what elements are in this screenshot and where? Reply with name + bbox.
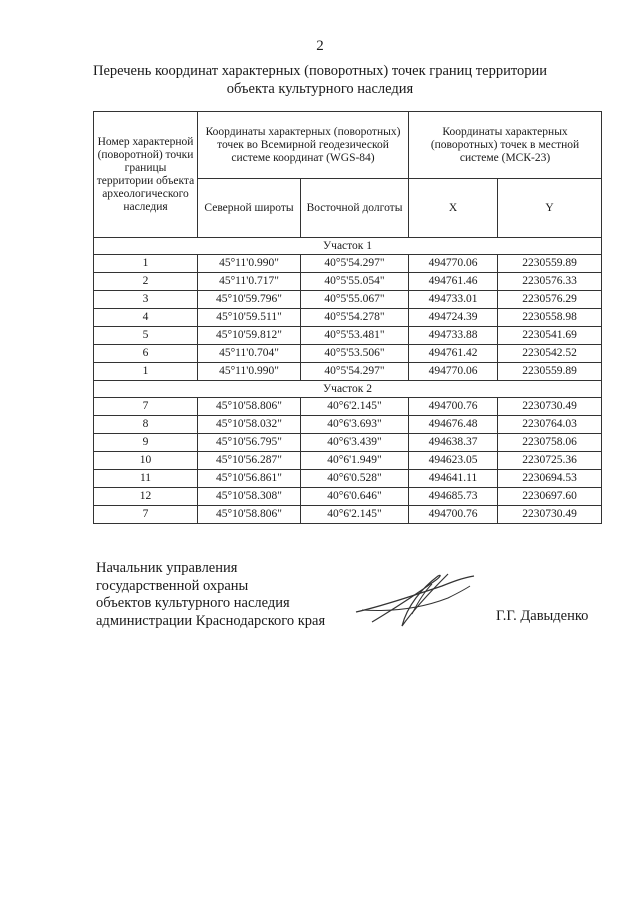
- cell-point-number: 10: [94, 452, 198, 470]
- cell-longitude: 40°6'1.949": [301, 452, 409, 470]
- coordinates-table: [93, 111, 602, 524]
- cell-y: 2230697.60: [498, 488, 602, 506]
- section-title-2: Участок 2: [94, 381, 602, 398]
- table-row: [94, 506, 602, 524]
- cell-x: 494733.01: [409, 291, 498, 309]
- cell-point-number: 4: [94, 309, 198, 327]
- table-row: [94, 452, 602, 470]
- cell-latitude: 45°10'58.308": [198, 488, 301, 506]
- table-row: [94, 309, 602, 327]
- cell-latitude: 45°10'56.795": [198, 434, 301, 452]
- cell-point-number: 3: [94, 291, 198, 309]
- cell-latitude: 45°11'0.990": [198, 255, 301, 273]
- table-row: [94, 416, 602, 434]
- cell-point-number: 1: [94, 363, 198, 381]
- cell-x: 494685.73: [409, 488, 498, 506]
- cell-latitude: 45°10'58.806": [198, 506, 301, 524]
- cell-point-number: 11: [94, 470, 198, 488]
- header-y: Y: [498, 179, 602, 238]
- header-msk23: Координаты характерных (поворотных) точек в местной системе (МСК-23): [409, 112, 602, 179]
- cell-point-number: 7: [94, 506, 198, 524]
- title-line-2: объекта культурного наследия: [226, 81, 414, 97]
- header-wgs84: Координаты характерных (поворотных) точек во Всемирной геодезической системе координат (WGS-84): [198, 112, 409, 179]
- cell-longitude: 40°5'54.278": [301, 309, 409, 327]
- cell-latitude: 45°10'56.861": [198, 470, 301, 488]
- cell-latitude: 45°10'58.806": [198, 398, 301, 416]
- cell-point-number: 2: [94, 273, 198, 291]
- cell-y: 2230730.49: [498, 506, 602, 524]
- document-title: [60, 62, 580, 98]
- cell-point-number: 12: [94, 488, 198, 506]
- cell-longitude: 40°6'3.693": [301, 416, 409, 434]
- cell-x: 494724.39: [409, 309, 498, 327]
- cell-y: 2230576.33: [498, 273, 602, 291]
- signer-position-line-2: государственной охраны: [96, 577, 249, 594]
- cell-longitude: 40°6'3.439": [301, 434, 409, 452]
- cell-longitude: 40°5'55.067": [301, 291, 409, 309]
- header-point-number: Номер характерной (поворотной) точки границы территории объекта археологического наследия: [94, 112, 198, 238]
- cell-latitude: 45°10'59.812": [198, 327, 301, 345]
- section-title-1: Участок 1: [94, 238, 602, 255]
- cell-point-number: 5: [94, 327, 198, 345]
- table-row: [94, 345, 602, 363]
- cell-longitude: 40°5'53.481": [301, 327, 409, 345]
- cell-latitude: 45°11'0.717": [198, 273, 301, 291]
- cell-y: 2230730.49: [498, 398, 602, 416]
- cell-x: 494700.76: [409, 506, 498, 524]
- cell-y: 2230764.03: [498, 416, 602, 434]
- cell-longitude: 40°6'0.528": [301, 470, 409, 488]
- cell-point-number: 8: [94, 416, 198, 434]
- cell-x: 494761.46: [409, 273, 498, 291]
- signer-name: Г.Г. Давыденко: [496, 608, 589, 624]
- signature-block: [96, 560, 325, 630]
- cell-x: 494733.88: [409, 327, 498, 345]
- table-row: [94, 398, 602, 416]
- cell-longitude: 40°6'2.145": [301, 398, 409, 416]
- cell-y: 2230694.53: [498, 470, 602, 488]
- cell-x: 494770.06: [409, 363, 498, 381]
- cell-latitude: 45°10'59.796": [198, 291, 301, 309]
- cell-longitude: 40°5'54.297": [301, 363, 409, 381]
- table-row: [94, 434, 602, 452]
- cell-longitude: 40°5'54.297": [301, 255, 409, 273]
- cell-x: 494700.76: [409, 398, 498, 416]
- cell-point-number: 9: [94, 434, 198, 452]
- signer-position-line-4: администрации Краснодарского края: [96, 612, 326, 629]
- signer-position-line-1: Начальник управления: [96, 560, 238, 576]
- header-x: X: [409, 179, 498, 238]
- cell-latitude: 45°11'0.704": [198, 345, 301, 363]
- table-row: [94, 273, 602, 291]
- cell-latitude: 45°10'59.511": [198, 309, 301, 327]
- cell-x: 494641.11: [409, 470, 498, 488]
- cell-latitude: 45°10'58.032": [198, 416, 301, 434]
- cell-longitude: 40°5'55.054": [301, 273, 409, 291]
- table-row: [94, 291, 602, 309]
- header-latitude: Северной широты: [198, 179, 301, 238]
- cell-x: 494761.42: [409, 345, 498, 363]
- signer-position-line-3: объектов культурного наследия: [96, 595, 290, 611]
- table-row: [94, 327, 602, 345]
- page-number: 2: [316, 38, 324, 54]
- table-row: [94, 255, 602, 273]
- table-row: [94, 488, 602, 506]
- cell-point-number: 6: [94, 345, 198, 363]
- cell-y: 2230576.29: [498, 291, 602, 309]
- cell-y: 2230559.89: [498, 255, 602, 273]
- table-row: [94, 363, 602, 381]
- title-line-1: Перечень координат характерных (поворотных) точек границ территории: [92, 63, 548, 79]
- cell-point-number: 1: [94, 255, 198, 273]
- cell-latitude: 45°10'56.287": [198, 452, 301, 470]
- cell-x: 494676.48: [409, 416, 498, 434]
- cell-x: 494770.06: [409, 255, 498, 273]
- handwritten-signature: [352, 566, 482, 636]
- cell-x: 494623.05: [409, 452, 498, 470]
- cell-point-number: 7: [94, 398, 198, 416]
- cell-y: 2230758.06: [498, 434, 602, 452]
- table-row: [94, 470, 602, 488]
- cell-latitude: 45°11'0.990": [198, 363, 301, 381]
- cell-y: 2230725.36: [498, 452, 602, 470]
- cell-y: 2230541.69: [498, 327, 602, 345]
- cell-longitude: 40°5'53.506": [301, 345, 409, 363]
- cell-y: 2230559.89: [498, 363, 602, 381]
- cell-longitude: 40°6'0.646": [301, 488, 409, 506]
- header-longitude: Восточной долготы: [301, 179, 409, 238]
- cell-y: 2230542.52: [498, 345, 602, 363]
- cell-x: 494638.37: [409, 434, 498, 452]
- cell-longitude: 40°6'2.145": [301, 506, 409, 524]
- cell-y: 2230558.98: [498, 309, 602, 327]
